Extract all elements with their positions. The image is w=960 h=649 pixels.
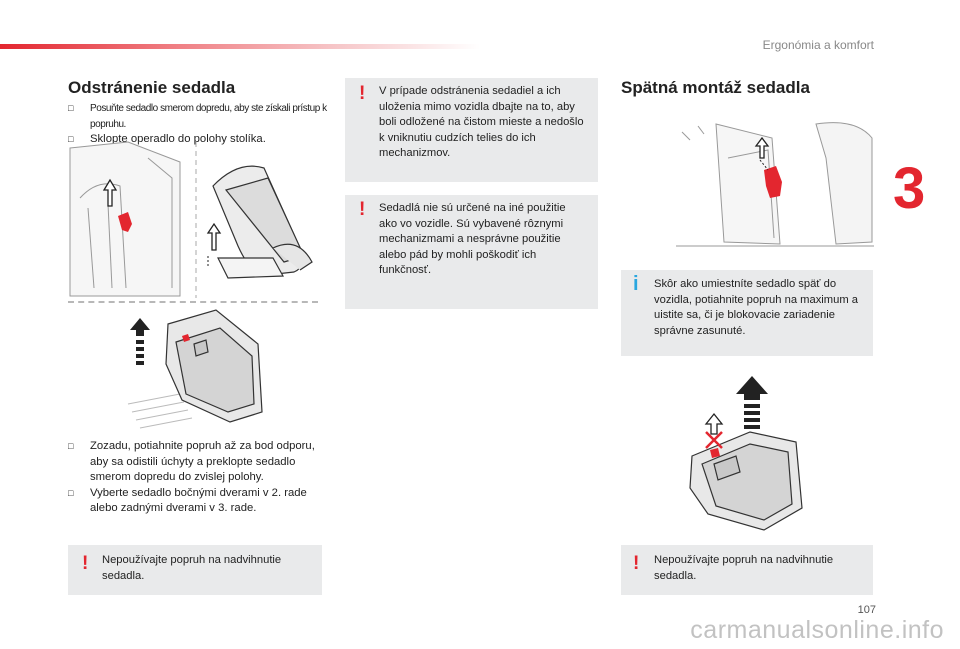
square-bullet-icon: □ [68, 103, 74, 113]
list-item: □ Posuňte sedadlo smerom dopredu, aby ste získali prístup k popruhu. [68, 103, 327, 130]
section-header: Ergonómia a komfort [762, 38, 874, 52]
section-title-refitting: Spätná montáž sedadla [621, 78, 810, 97]
square-bullet-icon: □ [68, 134, 74, 144]
info-i-icon: i [633, 273, 639, 295]
header-accent-bar [0, 44, 480, 49]
chapter-number: 3 [893, 156, 926, 221]
seat-refit-illustration [680, 368, 820, 538]
list-item: □ Vyberte sedadlo bočnými dverami v 2. rade alebo zadnými dverami v 3. rade. [68, 486, 307, 514]
list-item: □ Zozadu, potiahnite popruh až za bod odporu, aby sa odistili úchyty a preklopte sedadlo smerom dopredu do zvislej polohy. [68, 440, 315, 483]
page-number: 107 [857, 604, 876, 616]
seat-upright-illustration [120, 304, 280, 434]
exclamation-icon: ! [82, 553, 89, 574]
exclamation-icon: ! [633, 553, 640, 574]
seat-folding-illustration [68, 138, 323, 303]
site-watermark: carmanualsonline.info [690, 616, 944, 644]
arrow-up-icon [706, 414, 722, 434]
square-bullet-icon: □ [68, 441, 74, 451]
square-bullet-icon: □ [68, 487, 74, 498]
section-title-removal: Odstránenie sedadla [68, 78, 236, 97]
arrow-up-icon [208, 224, 220, 250]
seat-rail-illustration [676, 118, 874, 258]
exclamation-icon: ! [359, 83, 366, 104]
warning-note: ! Sedadlá nie sú určené na iné použitie ako vo vozidle. Sú vybavené rôznymi mechanizmami a nesprávne použitie alebo pád by mohli poškodiť ich funkčnosť. [345, 195, 598, 309]
arrow-up-icon [130, 318, 150, 336]
info-note: i Skôr ako umiestníte sedadlo späť do vozidla, potiahnite popruh na maximum a uistite sa, či je blokovacie zariadenie správne zasunuté. [621, 270, 873, 356]
exclamation-icon: ! [359, 199, 366, 220]
warning-note: ! Nepoužívajte popruh na nadvihnutie sedadla. [68, 545, 322, 595]
arrow-up-icon [736, 376, 768, 400]
illustration-divider [68, 301, 318, 303]
warning-note: ! Nepoužívajte popruh na nadvihnutie sedadla. [621, 545, 873, 595]
warning-note: ! V prípade odstránenia sedadiel a ich uloženia mimo vozidla dbajte na to, aby boli odložené na čistom mieste a nedošlo k vniknutiu cudzích telies do ich mechanizmov. [345, 78, 598, 182]
removal-steps-bottom [68, 439, 330, 517]
list-item: □ Sklopte operadlo do polohy stolíka. [68, 132, 333, 148]
